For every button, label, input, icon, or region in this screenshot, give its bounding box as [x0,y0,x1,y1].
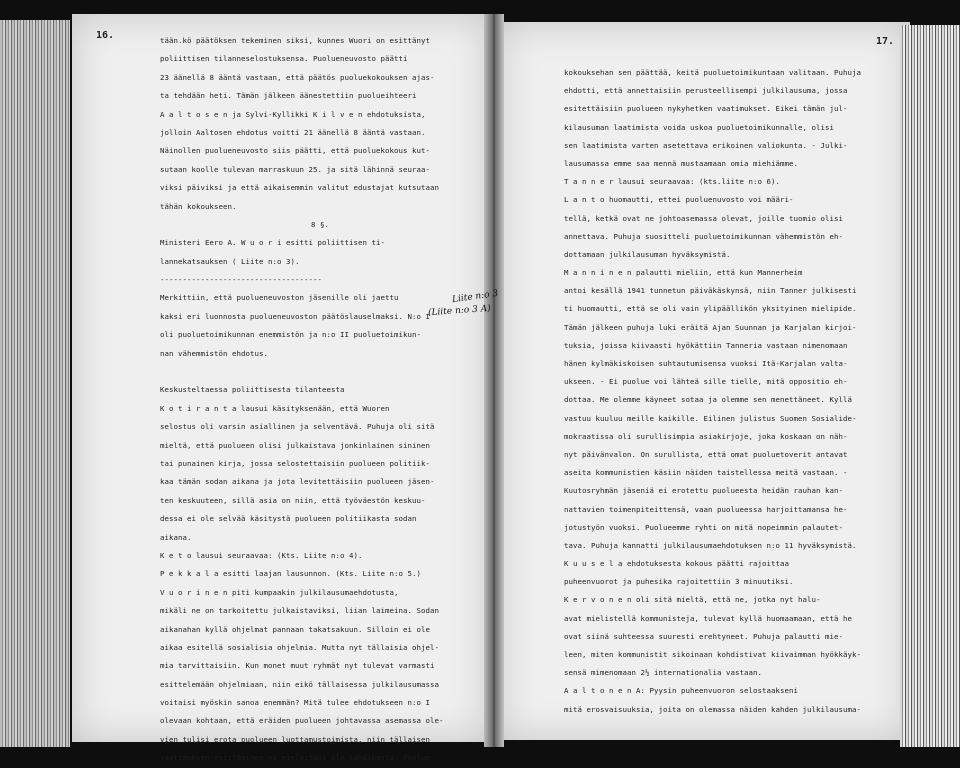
book-gutter [484,14,504,747]
text-line: avat mielistellä kommunisteja, tulevat kyllä huomaamaan, että he [564,613,852,623]
text-line: nan vähemmistön ehdotus. [160,348,268,358]
text-line: jolloin Aaltosen ehdotus voitti 21 äänellä 8 ääntä vastaan. [160,127,426,137]
text-line: viksi päiviksi ja että aikaisemmin valitut edustajat kutsutaan [160,183,439,193]
text-line: T a n n e r lausui seuraavaa: (kts.liite n:o 6). [564,177,780,187]
text-line: tään.kö päätöksen tekeminen siksi, kunnes Wuori on esittänyt [160,36,430,45]
text-line: tai punainen kirja, jossa selostettaisiin puolueen politiik- [160,458,430,468]
text-line: Keskusteltaessa poliittisesta tilanteesta [160,385,345,395]
text-line: K e t o lausui seuraavaa: (Kts. Liite n:o 4). [160,550,363,560]
text-line: A a l t o s e n ja Sylvi-Kyllikki K i l v e n ehdotuksista, [160,109,426,119]
text-line: vien tulisi erota puolueen luottamustoimista, niin tällaisen [160,734,430,744]
text-line: tähän kokoukseen. [160,201,237,211]
text-line: voitaisi myöskin sanoa enemmän? Mitä tulee ehdotukseen n:o I [160,698,430,708]
text-line: lausumassa emme saa mennä mustaamaan omia miehiämme. [564,158,798,168]
text-line: ukseen. - Ei puolue voi lähteä sille tielle, mitä oppositio eh- [564,377,848,387]
text-line: kokouksehan sen päättää, keitä puoluetoimikuntaan valitaan. Puhuja [564,68,861,77]
text-line: ehdotti, että annettaisiin perusteellisempi julkilausuma, jossa [564,86,848,96]
text-line: tellä, ketkä ovat ne johtoasemassa olevat, joille tuomio olisi [564,213,843,223]
text-line: sensä mimenomaan 2½ internationalia vastaan. [564,668,762,678]
right-page-edges [900,25,960,747]
text-line: kaa tämän sodan aikana ja jota levitettäisiin puolueen jäsen- [160,477,435,487]
text-line: leen, miten kommunistit sikoinaan kohdistivat kiivaimman hyökkäyk- [564,650,861,659]
text-line: tuksia, joissa kiivaasti hyökättiin Tanneria vastaan nimenomaan [564,340,848,350]
text-line: poliittisen tilanneselostuksensa. Puolueneuvosto päätti [160,54,408,64]
text-line: A a l t o n e n A: Pyysin puheenvuoron selostaakseni [564,686,798,696]
text-line: nyt päivänvalon. On surullista, että omat puoluetoverit antavat [564,449,848,459]
text-line: Kuutosryhmän jäseniä ei erotettu puolueesta heidän rauhan kan- [564,486,843,496]
left-page-text [160,32,480,768]
text-line: selostus oli varsin asiallinen ja selventävä. Puhuja oli sitä [160,422,435,432]
text-line: antoi kesällä 1941 tunnetun päiväkäskynsä, niin Tanner julkisesti [564,286,857,296]
text-line: Tämän jälkeen puhuja luki eräitä Ajan Suunnan ja Karjalan kirjoi- [564,322,857,332]
text-line: esittelemään ohjelmiaan, niin eikö tällaisessa julkilausumassa [160,679,439,689]
text-line: mia tarvittaisiin. Kun monet muut ryhmät nyt tulevat varmasti [160,661,435,671]
text-line: kilausuman laatimista voida uskoa puoluetoimikunnalle, olisi [564,122,834,132]
text-line: ten keskuuteen, sillä asia on niin, että työväestön keskuu- [160,495,426,505]
handwritten-note: Liite n:o 3 [451,288,499,306]
text-line: K e r v o n e n oli sitä mieltä, että ne, jotka nyt halu- [564,595,821,605]
handwritten-note: (Liite n:o 3 A) [427,303,492,319]
text-line: ovat siinä suhteessa suuresti erehtyneet. Puhuja palautti mie- [564,631,843,641]
text-line: L a n t o huomautti, ettei puoluenuvosto voi määri- [564,195,794,205]
text-line: nattavien toimenpiteittensä, vaan puolueessa harjoittamansa he- [564,504,848,514]
text-line: aseita kommunistien käsiin näiden taistellessa meitä vastaan. - [564,468,848,478]
text-line: oli puoluetoimikunnan enemmistön ja n:o II puoluetoimikun- [160,330,421,340]
text-line: ti huomautti, että se oli vain ylipäällikön yksityinen mielipide. [564,304,857,314]
text-line [160,363,480,381]
right-page-text [564,64,894,719]
text-line: jotustyön vuoksi. Puolueemme ryhti on mitä nopeimmin palautet- [564,522,843,532]
text-line: K o t i r a n t a lausui käsityksenään, että Wuoren [160,403,390,413]
text-line: vaatimuksen esittäminen ei mielestäni ole tahdikasta. Puolue- [160,753,435,763]
text-line: ------------------------------------ [160,275,322,285]
text-line: hänen kylmäkiskoisen suhtautumisensa vuoksi Itä-Karjalan valta- [564,359,848,368]
text-line: aikanahan kyllä ohjelmat pannaan takatsakuun. Silloin ei ole [160,624,430,634]
text-line: vastuu kuuluu meille kaikille. Eilinen julistus Suomen Sosialide- [564,413,857,423]
text-line: mitä erosvaisuuksia, joita on olemassa näiden kahden julkilausuma- [564,704,861,714]
text-line: dottaa. Me olemme käyneet sotaa ja olemme sen menettäneet. Kyllä [564,395,852,405]
text-line: sutaan koolle tulevan marraskuun 25. ja sitä lähinnä seuraa- [160,164,430,174]
text-line: kaksi eri luonnosta puolueneuvoston päätöslauselmaksi. N:o I [160,311,430,321]
text-line: esitettäisiin puolueen nykyhetken vaatimukset. Eikei tämän jul- [564,104,848,114]
text-line: annettava. Puhuja suositteli puoluetoimikunnan vähemmistön eh- [564,231,843,241]
text-line: dottamaan julkilausuman hyväksymistä. [564,249,731,259]
text-line: aikana. [160,532,192,542]
text-line: mokraatissa oli surullisimpia asiakirjoje, joka koskaan on näh- [564,431,848,441]
text-line: ta tehdään heti. Tämän jälkeen äänestettiin puolueihteeri [160,91,417,101]
text-line: sen laatimista varten asetettava erikoinen valiokunta. - Julki- [564,140,848,150]
text-line: puheenvuorot ja puhesika rajoitettiin 3 minuutiksi. [564,577,794,587]
text-line: mikäli ne on tarkoitettu julkaistaviksi, liian laimeina. Sodan [160,606,439,616]
text-line: Näinollen puolueneuvosto siis päätti, että puoluekokous kut- [160,146,430,156]
text-line: 8 §. [311,219,329,229]
right-page-number: 17. [876,36,895,47]
text-line: Merkittiin, että puolueneuvoston jäsenille oli jaettu [160,293,399,303]
text-line: lannekatsauksen ( Liite n:o 3). [160,256,300,266]
text-line: M a n n i n e n palautti mieliin, että kun Mannerheim [564,268,803,278]
left-page-edges [0,20,70,747]
left-page-number: 16. [96,30,115,41]
text-line: K u u s e l a ehdotuksesta kokous päätti rajoittaa [564,559,789,569]
text-line: 23 äänellä 8 ääntä vastaan, että päätös puoluekokouksen ajas- [160,72,435,82]
text-line: P e k k a l a esitti laajan lausunnon. (Kts. Liite n:o 5.) [160,569,421,579]
text-line: aikaa esitellä sosialisia ohjelmia. Mutta nyt tällaisia ohjel- [160,642,439,652]
text-line: V u o r i n e n piti kumpaakin julkilausumaehdotusta, [160,587,399,597]
text-line: olevaan kohtaan, että eräiden puolueen johtavassa asemassa ole- [160,716,444,726]
text-line: tava. Puhuja kannatti julkilausumaehdotuksen n:o 11 hyväksymistä. [564,540,857,550]
text-line: mieltä, että puolueen olisi julkaistava jonkinlainen sininen [160,440,430,450]
text-line: dessa ei ole selvää käsitystä puolueen politiikasta sodan [160,514,417,524]
text-line: Ministeri Eero A. W u o r i esitti poliittisen ti- [160,238,385,248]
